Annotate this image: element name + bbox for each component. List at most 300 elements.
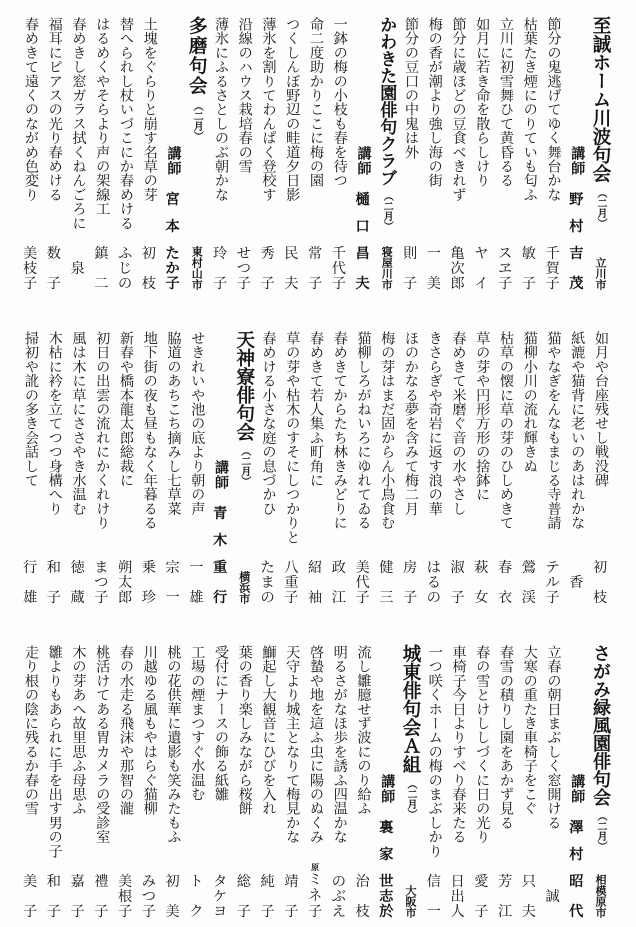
teacher-family-name	[375, 821, 399, 862]
haiku-entry	[18, 644, 42, 924]
teacher-family-name	[351, 193, 375, 234]
group-title: 至誠ホーム川波句会	[590, 16, 611, 183]
name-glyph: 美	[426, 275, 441, 292]
haiku-author	[470, 561, 494, 605]
name-glyph: 信	[426, 874, 441, 890]
haiku-entry	[422, 644, 446, 924]
name-glyph: 美	[23, 246, 38, 262]
group-header	[232, 330, 256, 610]
name-glyph: 野	[569, 192, 584, 208]
haiku-entry	[137, 330, 161, 610]
name-glyph: 靖	[284, 874, 299, 890]
haiku-entry	[161, 644, 185, 924]
haiku-verse: 工場の煙まつすぐ水温む	[189, 645, 206, 802]
haiku-entry	[470, 330, 494, 610]
haiku-entry	[232, 644, 256, 924]
name-glyph: 子	[118, 903, 133, 920]
haiku-verse: 新春や橋本龍太郎総裁に	[118, 331, 134, 488]
name-glyph: タ	[213, 874, 228, 890]
haiku-author	[588, 561, 612, 605]
haiku-author	[280, 875, 304, 919]
group-header	[375, 16, 399, 296]
group-title-line	[232, 330, 256, 486]
name-glyph: 徳	[70, 560, 85, 576]
name-glyph: 朔	[118, 560, 133, 576]
haiku-author	[446, 561, 470, 605]
haiku-entry	[303, 16, 327, 296]
name-glyph: 一	[165, 589, 180, 606]
name-glyph: え	[331, 903, 346, 920]
haiku-verse: 桃の花供華に遺影も笑みたもふ	[165, 645, 182, 844]
name-glyph: ま	[260, 574, 275, 591]
haiku-verse: 梅の香が潮より強し海の街	[426, 17, 443, 188]
haiku-entry	[470, 644, 494, 924]
name-glyph: 子	[23, 903, 38, 920]
name-glyph: 禮	[94, 874, 109, 890]
name-glyph: 子	[46, 275, 61, 292]
name-glyph: 渓	[521, 589, 536, 606]
name-glyph: つ	[236, 260, 251, 277]
name-glyph: 子	[284, 903, 299, 920]
haiku-entry	[351, 330, 375, 610]
name-glyph: ぶ	[331, 888, 346, 905]
haiku-entry	[493, 330, 517, 610]
name-glyph: イ	[474, 275, 489, 292]
name-glyph: 木	[213, 532, 228, 549]
haiku-verse: 替へられし杖いづこにか春めける	[118, 17, 134, 230]
haiku-entry	[42, 644, 66, 924]
name-glyph: 総	[236, 874, 251, 890]
bottom-band	[18, 644, 612, 924]
haiku-author	[351, 875, 375, 919]
haiku-author	[90, 561, 114, 605]
name-glyph: 賀	[545, 260, 560, 277]
name-glyph: 重	[213, 560, 228, 576]
name-glyph: る	[426, 574, 441, 591]
haiku-verse: 梅の芽はまだ固からん小鳥食む	[379, 331, 396, 530]
name-glyph: 鎮	[94, 246, 109, 262]
name-glyph: 香	[569, 574, 584, 591]
teacher-line	[565, 16, 589, 296]
name-glyph: の	[426, 589, 441, 606]
name-glyph: 純	[260, 874, 275, 890]
haiku-verse: はるめくやそらより声の架線工	[94, 17, 111, 216]
teacher-line	[351, 16, 375, 296]
name-glyph: 子	[403, 275, 418, 292]
haiku-verse: 脇道のあちこち摘みし七草菜	[165, 331, 182, 516]
name-glyph: 春	[498, 560, 513, 576]
group-month: （二月）	[595, 811, 606, 851]
haiku-verse: ほのかなる夢を含みて梅二月	[403, 331, 419, 516]
haiku-author	[517, 561, 541, 605]
haiku-entry	[66, 644, 90, 924]
name-glyph: 江	[331, 589, 346, 606]
name-glyph: 村	[569, 846, 584, 863]
name-glyph: 常	[308, 246, 323, 262]
name-glyph: つ	[141, 888, 156, 905]
haiku-verse: 節分に歳ほどの豆食べきれず	[450, 17, 467, 202]
group-title: さがみ緑風園俳句会	[590, 644, 611, 806]
group-title-line	[185, 16, 209, 141]
name-glyph: 澤	[569, 820, 584, 836]
group-title-line	[375, 16, 399, 231]
teacher-family-name	[161, 193, 185, 234]
haiku-entry	[375, 330, 399, 610]
haiku-author	[42, 875, 66, 919]
name-glyph: 次	[450, 260, 465, 277]
group-city: 横浜市	[237, 571, 251, 604]
name-glyph: 村	[569, 218, 584, 235]
haiku-author	[42, 561, 66, 605]
teacher-line	[565, 644, 589, 924]
haiku-entry	[398, 16, 422, 296]
group-month: （二月）	[381, 191, 393, 231]
name-glyph: 子	[331, 275, 346, 292]
name-glyph: の	[118, 275, 133, 292]
name-glyph: の	[331, 874, 346, 890]
haiku-author	[185, 561, 209, 605]
haiku-verse: 雛よりもあられに手を出す男の子	[46, 645, 63, 858]
haiku-verse: 流し雛臆せず波にのり給ふ	[355, 645, 372, 816]
group-header	[588, 644, 612, 924]
name-glyph: 青	[213, 506, 228, 522]
teacher-given-name	[351, 247, 375, 291]
haiku-author	[446, 247, 470, 291]
haiku-entry	[541, 16, 565, 296]
group-city: 立川市	[594, 257, 607, 290]
name-glyph: 衣	[498, 589, 513, 606]
teacher-line	[161, 16, 185, 296]
name-glyph: ヤ	[474, 246, 489, 262]
haiku-verse: 地下街の夜も昼もなく年暮るる	[141, 331, 158, 530]
haiku-author	[161, 875, 185, 919]
group-title: かわきた園俳句クラブ	[376, 16, 397, 186]
haiku-verse: 桃活けてある胃カメラの受診室	[94, 645, 111, 844]
haiku-verse: 一鉢の梅の小枝も春を待つ	[331, 17, 348, 188]
haiku-entry	[422, 330, 446, 610]
haiku-author	[66, 561, 90, 605]
haiku-author	[375, 561, 399, 605]
haiku-author	[493, 561, 517, 605]
haiku-entry	[256, 16, 280, 296]
name-glyph: 萩	[474, 560, 489, 576]
haiku-entry	[280, 330, 304, 610]
haiku-verse: 猫やなぎをんなもまじる寺普請	[545, 331, 562, 530]
name-glyph: ネ	[308, 888, 323, 905]
haiku-entry	[541, 644, 565, 924]
haiku-author	[303, 863, 327, 919]
haiku-verse: 枯葉たき煙にのりていも匂ふ	[521, 17, 538, 202]
middle-band	[18, 330, 612, 610]
group-city: 大阪市	[404, 885, 417, 918]
teacher-label: 講師	[165, 146, 182, 176]
haiku-verse: 明るさがなほ歩を誘ふ四温かな	[331, 645, 348, 844]
name-glyph: か	[165, 260, 180, 277]
haiku-verse: 紙漉や猫背に老いのあはれかな	[569, 331, 586, 530]
haiku-verse: 春めきて米磨ぐ音の水やさし	[450, 331, 467, 516]
haiku-verse: 木の芽あへ故里思ふ母思ふ	[70, 645, 87, 816]
name-glyph: テ	[545, 560, 560, 576]
haiku-verse: 天守より城主となりて梅見かな	[284, 645, 301, 844]
haiku-entry	[303, 330, 327, 610]
group-header	[398, 644, 422, 924]
name-glyph: 女	[474, 589, 489, 606]
name-glyph: 昌	[355, 246, 370, 262]
name-glyph: つ	[94, 574, 109, 591]
name-glyph: 子	[308, 275, 323, 292]
haiku-entry	[208, 16, 232, 296]
name-glyph: 房	[403, 560, 418, 576]
haiku-verse: 立川に初雪舞ひて黄昏るる	[498, 17, 514, 188]
haiku-author	[422, 247, 446, 291]
haiku-author	[113, 875, 137, 919]
haiku-entry	[42, 16, 66, 296]
name-glyph: 子	[545, 275, 560, 292]
haiku-verse: 走り根の陰に残るか春の雪	[23, 645, 39, 816]
haiku-entry	[446, 330, 470, 610]
name-glyph: 一	[426, 246, 441, 262]
haiku-author	[256, 875, 280, 919]
haiku-entry	[208, 644, 232, 924]
name-glyph: 美	[23, 874, 38, 890]
haiku-entry	[517, 330, 541, 610]
name-glyph: 秀	[260, 246, 275, 262]
haiku-author	[303, 561, 327, 605]
haiku-verse: 車椅子今日よりすべり春来たる	[450, 645, 467, 844]
haiku-entry	[18, 330, 42, 610]
haiku-entry	[256, 644, 280, 924]
haiku-verse: 春の雪とけししづくに日の光り	[474, 645, 491, 844]
name-glyph: 淑	[450, 560, 465, 576]
name-glyph: ヨ	[213, 903, 228, 920]
name-glyph: 雄	[23, 589, 38, 606]
name-glyph: 和	[46, 560, 61, 576]
name-glyph: 子	[450, 589, 465, 606]
haiku-author	[327, 247, 351, 291]
name-glyph: 雄	[189, 589, 204, 606]
haiku-author	[422, 561, 446, 605]
haiku-author	[208, 247, 232, 291]
name-glyph: 原	[311, 863, 320, 872]
haiku-author	[18, 875, 42, 919]
name-glyph: 乗	[141, 560, 156, 576]
haiku-author	[493, 247, 517, 291]
name-glyph: 重	[284, 574, 299, 591]
name-glyph: 子	[94, 589, 109, 606]
haiku-verse: 風は木に草にささやき水温む	[70, 331, 87, 516]
haiku-verse: 春めきて遠くのながめ色変り	[23, 17, 39, 202]
name-glyph: 初	[141, 246, 156, 262]
teacher-line	[208, 330, 232, 610]
top-band	[18, 16, 612, 296]
haiku-author	[351, 561, 375, 605]
teacher-given-name	[565, 247, 589, 291]
name-glyph: せ	[236, 246, 251, 262]
name-glyph: 子	[355, 589, 370, 606]
haiku-verse: 草の芽や円形方形の捨鉢に	[474, 331, 491, 502]
haiku-verse: 掃初や訛の多き会話して	[23, 331, 39, 488]
haiku-author	[541, 561, 565, 605]
haiku-entry	[303, 644, 327, 924]
name-glyph: 珍	[141, 589, 156, 606]
group-city: 相模原市	[594, 874, 607, 918]
name-glyph: 代	[331, 260, 346, 277]
haiku-author	[446, 875, 470, 919]
name-glyph: 袖	[308, 589, 323, 606]
teacher-label: 講師	[569, 774, 586, 804]
haiku-verse: 節分の鬼逃げてゆく舞台かな	[545, 17, 562, 202]
haiku-verse: 一つ咲くホームの梅のまぶしかり	[426, 645, 443, 858]
haiku-author	[66, 247, 90, 291]
haiku-author	[280, 561, 304, 605]
haiku-author	[422, 875, 446, 919]
group-month: （二月）	[191, 101, 203, 141]
haiku-verse: 春めきて若人集ふ町角に	[308, 331, 324, 488]
name-glyph: ま	[94, 560, 109, 576]
name-glyph: 玲	[213, 246, 228, 262]
haiku-entry	[113, 16, 137, 296]
group-header	[588, 16, 612, 296]
name-glyph: 子	[260, 903, 275, 920]
name-glyph: ヱ	[498, 260, 513, 277]
haiku-verse: 草の芽や枯木のすそにしつかりと	[284, 331, 301, 544]
name-glyph: 千	[331, 246, 346, 262]
name-glyph: ケ	[213, 888, 228, 905]
haiku-verse: 立春の朝日まぶしく窓開ける	[545, 645, 562, 830]
name-glyph: み	[141, 874, 156, 890]
haiku-author	[541, 247, 565, 291]
haiku-author	[232, 247, 256, 291]
name-glyph: ト	[189, 874, 204, 890]
name-glyph: 一	[189, 560, 204, 576]
haiku-author	[137, 875, 161, 919]
name-glyph: 美	[118, 874, 133, 890]
name-glyph: 子	[403, 589, 418, 606]
name-glyph: ミ	[308, 872, 323, 889]
name-glyph: 於	[379, 903, 394, 920]
haiku-author	[541, 875, 565, 919]
haiku-author	[470, 247, 494, 291]
name-glyph: 出	[450, 888, 465, 905]
name-glyph: 吉	[569, 246, 584, 262]
haiku-entry	[18, 16, 42, 296]
name-glyph: 民	[284, 246, 299, 262]
name-glyph: 代	[355, 574, 370, 591]
haiku-entry	[66, 330, 90, 610]
haiku-entry	[232, 16, 256, 296]
haiku-entry	[90, 16, 114, 296]
name-glyph: 樋	[355, 192, 370, 208]
name-glyph: 子	[308, 903, 323, 920]
name-glyph: 枝	[23, 260, 38, 277]
haiku-author	[398, 561, 422, 605]
name-glyph: 健	[379, 560, 394, 576]
name-glyph: 宗	[165, 560, 180, 576]
name-glyph: 敏	[521, 246, 536, 262]
haiku-verse: 命二度助かりここに梅の園	[308, 17, 324, 188]
haiku-verse: 枯草の懐に草の芽のひしめきて	[498, 331, 514, 530]
name-glyph: 志	[379, 888, 394, 905]
haiku-author	[42, 247, 66, 291]
haiku-author	[470, 875, 494, 919]
haiku-verse: 如月に若き命を散らしけり	[474, 17, 491, 188]
name-glyph: 蔵	[70, 589, 85, 606]
name-glyph: 太	[118, 574, 133, 591]
haiku-verse: つくしんぼ野辺の畦道夕日影	[284, 17, 301, 202]
haiku-entry	[113, 330, 137, 610]
name-glyph: 江	[498, 903, 513, 920]
name-glyph: 子	[498, 275, 513, 292]
group-city: 東村山市	[190, 246, 204, 290]
haiku-verse: 春雪の積りし園をあかず見る	[498, 645, 514, 830]
haiku-entry	[90, 644, 114, 924]
name-glyph: 子	[545, 589, 560, 606]
teacher-label: 講師	[355, 146, 372, 176]
haiku-author	[517, 875, 541, 919]
name-glyph: 枝	[593, 589, 608, 606]
name-glyph: 夫	[284, 275, 299, 292]
group-city: 寝屋川市	[380, 246, 394, 290]
teacher-family-name	[565, 821, 589, 862]
haiku-verse: 川越ゆる風もやはらぐ猫柳	[141, 645, 158, 816]
haiku-verse: 啓蟄や地を這ふ虫に陽のぬくみ	[308, 645, 324, 844]
name-glyph: 鶯	[521, 560, 536, 576]
haiku-verse: 福耳にピアスの光り春めける	[46, 17, 63, 202]
name-glyph: 本	[165, 218, 180, 235]
haiku-verse: 春めける小さな庭の息づかひ	[260, 331, 277, 516]
name-glyph: 美	[355, 560, 370, 576]
name-glyph: 行	[23, 560, 38, 576]
haiku-verse: 葉の香り楽しみながら桜餅	[236, 645, 253, 816]
haiku-verse: 春の水走る飛沫や那智の瀧	[118, 645, 134, 816]
name-glyph: 子	[474, 903, 489, 920]
teacher-given-name	[375, 875, 399, 919]
haiku-author	[161, 561, 185, 605]
name-glyph: 愛	[474, 874, 489, 890]
name-glyph: 昭	[569, 874, 584, 890]
haiku-entry	[42, 330, 66, 610]
haiku-author	[256, 561, 280, 605]
haiku-entry	[327, 644, 351, 924]
haiku-author	[256, 247, 280, 291]
name-glyph: 郎	[118, 589, 133, 606]
haiku-entry	[256, 330, 280, 610]
haiku-entry	[588, 330, 612, 610]
name-glyph: ス	[498, 246, 513, 262]
haiku-verse: 猫柳小川の流れ輝きぬ	[521, 331, 538, 473]
haiku-entry	[185, 330, 209, 610]
name-glyph: ル	[545, 574, 560, 591]
haiku-author	[113, 561, 137, 605]
haiku-verse: 薄氷にふるさとしのぶ朝かな	[213, 17, 229, 202]
name-glyph: た	[165, 246, 180, 262]
haiku-author	[208, 875, 232, 919]
haiku-author	[137, 561, 161, 605]
teacher-line	[375, 644, 399, 924]
haiku-entry	[446, 644, 470, 924]
name-glyph: 子	[521, 275, 536, 292]
name-glyph: ク	[189, 903, 204, 920]
haiku-entry	[565, 330, 589, 610]
teacher-label: 講師	[379, 774, 396, 804]
haiku-entry	[470, 16, 494, 296]
haiku-verse: 薄氷を割りてわんぱく登校す	[260, 17, 277, 202]
name-glyph: 和	[46, 874, 61, 890]
haiku-verse: 猫柳しろがねいろにゆれてゐる	[355, 331, 372, 530]
name-glyph: 美	[165, 903, 180, 920]
group-month: （二月）	[595, 187, 606, 228]
haiku-entry	[280, 644, 304, 924]
